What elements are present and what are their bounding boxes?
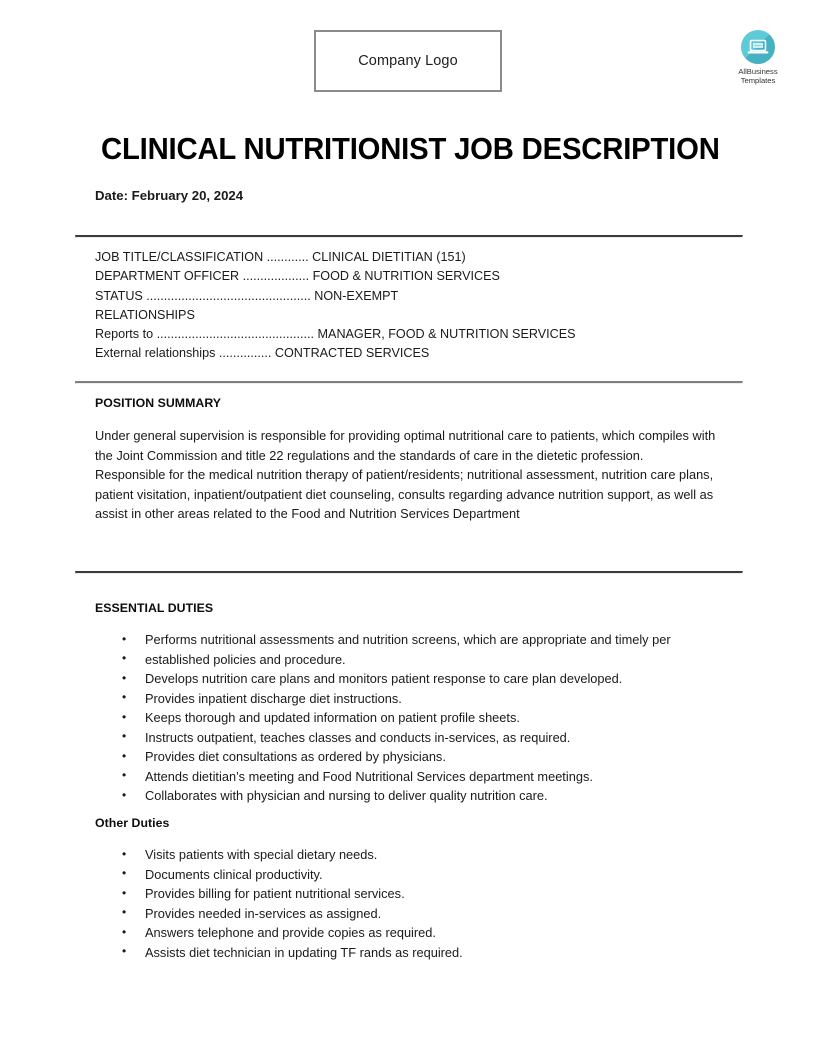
list-item: • Provides diet consultations as ordered by physicians. — [95, 747, 735, 767]
allbusiness-templates-brand — [722, 30, 794, 86]
brand-name-line1: AllBusiness — [738, 67, 778, 76]
position-summary-paragraph-1: Under general supervision is responsible for providing optimal nutritional care to patients, which compiles with the Joint Commission and title 22 regulations and the standards of care in the dietetic profession. — [95, 428, 716, 463]
list-item: • Provides inpatient discharge diet instructions. — [95, 689, 735, 709]
list-item: • Provides billing for patient nutritional services. — [95, 884, 735, 904]
list-item: • Instructs outpatient, teaches classes and conducts in-services, as required. — [95, 728, 735, 748]
list-item: • Visits patients with special dietary needs. — [95, 845, 735, 865]
list-item: • Assists diet technician in updating TF rands as required. — [95, 943, 735, 963]
list-item: • Performs nutritional assessments and nutrition screens, which are appropriate and timely per — [95, 630, 735, 650]
company-logo-label: Company Logo — [358, 53, 458, 69]
section-heading-position-summary: POSITION SUMMARY — [95, 396, 222, 410]
info-row-job-title: JOB TITLE/CLASSIFICATION ............ CLINICAL DIETITIAN (151) — [95, 250, 466, 264]
list-item: • Develops nutrition care plans and monitors patient response to care plan developed. — [95, 669, 735, 689]
section-heading-other-duties: Other Duties — [95, 816, 170, 830]
list-item: • Collaborates with physician and nursing to deliver quality nutrition care. — [95, 786, 735, 806]
list-item: • established policies and procedure. — [95, 650, 735, 670]
job-info-block — [95, 248, 735, 364]
page-title: CLINICAL NUTRITIONIST JOB DESCRIPTION — [101, 132, 720, 167]
info-row-department-officer: DEPARTMENT OFFICER ................... FOOD & NUTRITION SERVICES — [95, 269, 500, 284]
list-item: • Provides needed in-services as assigned. — [95, 904, 735, 924]
section-heading-essential-duties: ESSENTIAL DUTIES — [95, 601, 214, 615]
divider-before-position-summary — [75, 381, 743, 384]
essential-duties-list — [95, 630, 735, 806]
position-summary-body — [95, 426, 722, 524]
info-row-reports-to: Reports to ............................................. MANAGER, FOOD & NUTRITION SERVICES — [95, 327, 576, 342]
list-item: • Answers telephone and provide copies as required. — [95, 923, 735, 943]
divider-top — [75, 235, 743, 238]
brand-name-line2: Templates — [740, 76, 776, 86]
info-row-status: STATUS ............................................... NON-EXEMPT — [95, 288, 399, 303]
list-item: • Keeps thorough and updated information on patient profile sheets. — [95, 708, 735, 728]
other-duties-list — [95, 845, 735, 962]
position-summary-paragraph-2: Responsible for the medical nutrition therapy of patient/residents; nutritional assessment, nutrition care plans, patient visitation, inpatient/outpatient diet counseling, consults regarding advance nutrition support, as well as assist in other areas related to the Food and Nutrition Services Department — [95, 467, 714, 522]
info-row-external-relationships: External relationships ............... CONTRACTED SERVICES — [95, 346, 430, 361]
info-row-relationships: RELATIONSHIPS — [95, 307, 195, 322]
list-item: • Attends dietitian’s meeting and Food Nutritional Services department meetings. — [95, 767, 735, 787]
list-item: • Documents clinical productivity. — [95, 865, 735, 885]
divider-before-essential-duties — [75, 571, 743, 574]
company-logo-placeholder — [314, 30, 502, 92]
laptop-icon — [741, 30, 775, 64]
document-date: Date: February 20, 2024 — [95, 188, 244, 203]
